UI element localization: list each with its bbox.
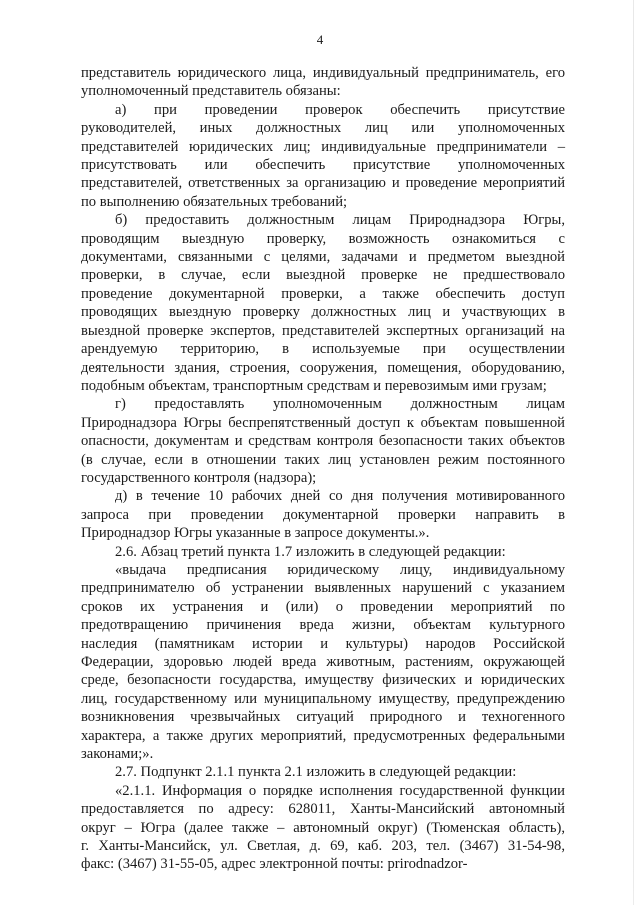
scan-edge-shadow [633, 0, 634, 905]
text-line: возникновения чрезвычайных ситуаций природного и техногенного [81, 709, 565, 726]
text-line: представитель юридического лица, индивидуальный предприниматель, его [81, 65, 565, 81]
text-line: б) предоставить должностным лицам Природнадзора Югры, [115, 212, 565, 229]
text-line: законами;». [81, 746, 154, 763]
text-line: среде, безопасности государства, имуществу физических и юридических [81, 672, 565, 689]
text-line: наследия (памятникам истории и культуры) народов Российской [81, 635, 565, 652]
text-line: запроса при проведении документарной проверки направить в [81, 506, 565, 523]
text-line: документами, связанными с целями, задачами и предметом выездной [81, 249, 565, 266]
text-line: представителей, ответственных за организацию и проведение мероприятий [81, 175, 565, 192]
text-line: г) предоставлять уполномоченным должностным лицам [115, 396, 565, 413]
text-line: предотвращению причинения вреда жизни, объектам культурного [81, 617, 565, 634]
text-line: проводящим выездную проверку, возможность ознакомиться с [81, 230, 565, 247]
document-body [81, 64, 565, 874]
text-line: характера, а также других мероприятий, предусмотренных федеральными [81, 727, 565, 744]
text-line: лиц, государственному или муниципальному имуществу, предупреждению [81, 690, 565, 707]
text-line: опасности, документам и средствам контроля безопасности таких объектов [81, 433, 565, 450]
text-line: деятельности здания, строения, сооружения, помещения, оборудованию, [81, 359, 565, 376]
text-line: Природнадзор Югры указанные в запросе документы.». [81, 525, 430, 542]
text-line: д) в течение 10 рабочих дней со дня получения мотивированного [115, 488, 565, 505]
text-line: «2.1.1. Информация о порядке исполнения государственной функции [115, 782, 565, 799]
text-line: (в случае, если в отношении таких лиц установлен режим постоянного [81, 451, 565, 468]
text-line: руководителей, иных должностных лиц или уполномоченных [81, 120, 565, 137]
text-line: выездной проверке экспертов, представителей экспертных организаций на [81, 322, 565, 339]
text-line: а) при проведении проверок обеспечить присутствие [115, 101, 565, 118]
text-line: присутствовать или обеспечить присутствие уполномоченных [81, 157, 565, 174]
text-line: г. Ханты-Мансийск, ул. Светлая, д. 69, каб. 203, тел. (3467) 31-54-98, [81, 838, 565, 855]
text-line: проверки, в случае, если выездной проверке не предшествовало [81, 267, 565, 284]
text-line: уполномоченный представитель обязаны: [81, 83, 341, 100]
text-line: проведение документарной проверки, а также обеспечить доступ [81, 285, 565, 302]
text-line: арендуемую территорию, в используемые при осуществлении [81, 341, 565, 358]
text-line: «выдача предписания юридическому лицу, индивидуальному [115, 561, 565, 578]
text-line: сроков их устранения и (или) о проведении мероприятий по [81, 598, 565, 615]
text-line: факс: (3467) 31-55-05, адрес электронной почты: prirodnadzor- [81, 856, 468, 873]
text-line: по выполнению обязательных требований; [81, 193, 348, 210]
text-line: проводящих выездную проверку должностных лиц и участвующих в [81, 304, 565, 321]
text-line: подобным объектам, транспортным средствам и перевозимым ими грузам; [81, 377, 547, 394]
text-line: Федерации, здоровью людей вреда животным, растениям, окружающей [81, 654, 565, 670]
text-line: предоставляется по адресу: 628011, Ханты-Мансийский автономный [81, 801, 565, 818]
text-line: представителей юридических лиц; индивидуальные предприниматели – [81, 138, 565, 155]
text-line: предпринимателю об устранении выявленных нарушений с указанием [81, 580, 565, 597]
text-line: государственного контроля (надзора); [81, 469, 317, 486]
text-line: Природнадзора Югры беспрепятственный доступ к объектам повышенной [81, 414, 565, 431]
text-line: 2.6. Абзац третий пункта 1.7 изложить в следующей редакции: [115, 543, 506, 560]
text-line: 2.7. Подпункт 2.1.1 пункта 2.1 изложить в следующей редакции: [115, 764, 517, 781]
text-line: округ – Югра (далее также – автономный округ) (Тюменская область), [81, 819, 565, 836]
page-number: 4 [316, 32, 324, 47]
